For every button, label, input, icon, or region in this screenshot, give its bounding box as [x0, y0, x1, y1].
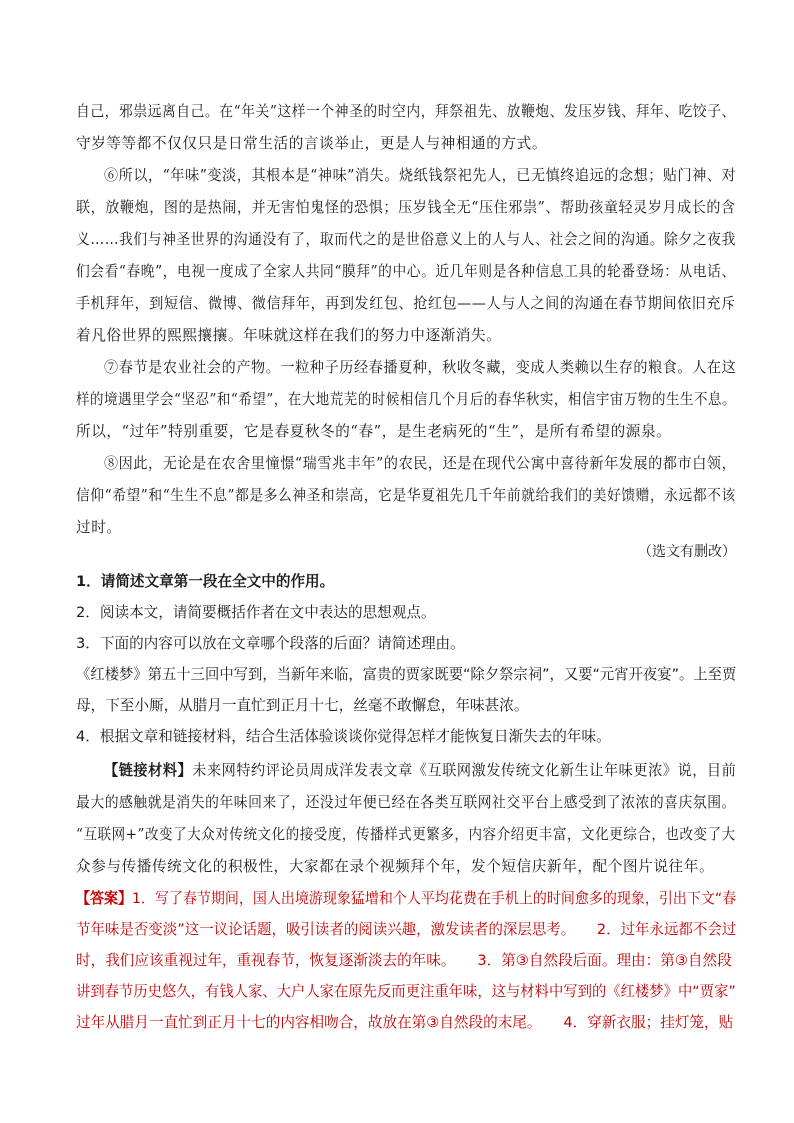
question-3: 3．下面的内容可以放在文章哪个段落的后面？请简述理由。 [76, 635, 465, 652]
article-line: 信仰“希望”和“生生不息”都是多么神圣和崇高，它是华夏祖先几千年前就给我们的美好馈赠，永远都不该 [76, 487, 736, 504]
article-line: 样的境遇里学会“坚忍”和“希望”，在大地荒芜的时候相信几个月后的春华秋实，相信宇宙万物的生生不息。 [76, 391, 736, 408]
link-material-line: 众参与传播传统文化的积极性，大家都在录个视频拜个年，发个短信庆新年，配个图片说往年。 [76, 858, 715, 875]
link-material-line [104, 762, 736, 780]
article-line: 守岁等等都不仅仅只是日常生活的言谈举止，更是人与神相通的方式。 [76, 135, 548, 152]
article-line: 联，放鞭炮，图的是热闹，并无害怕鬼怪的恐惧；压岁钱全无“压住邪祟”、帮助孩童轻灵岁月成长的含 [76, 199, 736, 216]
link-material-tag: 【链接材料】 [104, 762, 193, 779]
source-note: （选文有删改） [638, 544, 736, 560]
answer-line: 节年味是否变淡”这一议论话题，吸引读者的阅读兴趣，激发读者的深层思考。 2．过年永远都不会过 [76, 921, 737, 938]
answer-line: 时，我们应该重视过年，重视春节，恢复逐渐淡去的年味。 3．第③自然段后面。理由：第③自然段 [76, 952, 732, 969]
link-material-text: 未来网特约评论员周成洋发表文章《互联网激发传统文化新生让年味更浓》说，目前 [192, 762, 737, 779]
article-paragraph-8-start: ⑧因此，无论是在农舍里憧憬“瑞雪兆丰年”的农民，还是在现代公寓中喜待新年发展的都市白领， [104, 455, 737, 472]
question-4: 4．根据文章和链接材料，结合生活体验谈谈你觉得怎样才能恢复日渐失去的年味。 [76, 728, 611, 745]
answer-line: 讲到春节历史悠久，有钱人家、大户人家在原先反而更注重年味，这与材料中写到的《红楼梦》中“贾家” [76, 983, 736, 1000]
article-line: 过时。 [76, 519, 122, 536]
answer-line [76, 890, 736, 908]
article-line: 着凡俗世界的熙熙攘攘。年味就这样在我们的努力中逐渐消失。 [76, 327, 502, 344]
link-material-line: “互联网+”改变了大众对传统文化的接受度，传播样式更繁多，内容介绍更丰富，文化更综合，也改变了大 [76, 826, 736, 843]
article-paragraph-6-start: ⑥所以，“年味”变淡，其根本是“神味”消失。烧纸钱祭祀先人，已无慎终追远的念想；贴门神、对 [104, 167, 737, 184]
question-1: 1．请简述文章第一段在全文中的作用。 [76, 573, 335, 590]
article-paragraph-7-start: ⑦春节是农业社会的产物。一粒种子历经春播夏种，秋收冬藏，变成人类赖以生存的粮食。人在这 [104, 359, 737, 376]
question-2: 2．阅读本文，请简要概括作者在文中表达的思想观点。 [76, 604, 436, 621]
link-material-line: 最大的感触就是消失的年味回来了，还没过年便已经在各类互联网社交平台上感受到了浓浓的喜庆氛围。 [76, 794, 736, 811]
answer-text: 1．写了春节期间，国人出境游现象猛增和个人平均花费在手机上的时间愈多的现象，引出下文“春 [132, 890, 737, 907]
article-line: 们会看“春晚”，电视一度成了全家人共同“膜拜”的中心。近几年则是各种信息工具的轮番登场：从电话、 [76, 263, 736, 280]
article-line: 手机拜年，到短信、微博、微信拜年，再到发红包、抢红包——人与人之间的沟通在春节期间依旧充斥 [76, 295, 736, 312]
article-line: 义……我们与神圣世界的沟通没有了，取而代之的是世俗意义上的人与人、社会之间的沟通。除夕之夜我 [76, 231, 736, 248]
article-line: 自己，邪祟远离自己。在“年关”这样一个神圣的时空内，拜祭祖先、放鞭炮、发压岁钱、拜年、吃饺子、 [76, 103, 736, 120]
question-3-material: 《红楼梦》第五十三回中写到，当新年来临，富贵的贾家既要“除夕祭宗祠”，又要“元宵开夜宴”。上至贾 [76, 666, 737, 683]
question-3-material: 母，下至小厮，从腊月一直忙到正月十七，丝毫不敢懈怠，年味甚浓。 [76, 697, 529, 714]
article-line: 所以，“过年”特别重要，它是春夏秋冬的“春”，是生老病死的“生”，是所有希望的源泉。 [76, 423, 672, 440]
answer-line: 过年从腊月一直忙到正月十七的内容相吻合，故放在第③自然段的末尾。 4．穿新衣服；挂灯笼，贴 [76, 1014, 734, 1031]
answer-tag: 【答案】 [76, 890, 133, 907]
